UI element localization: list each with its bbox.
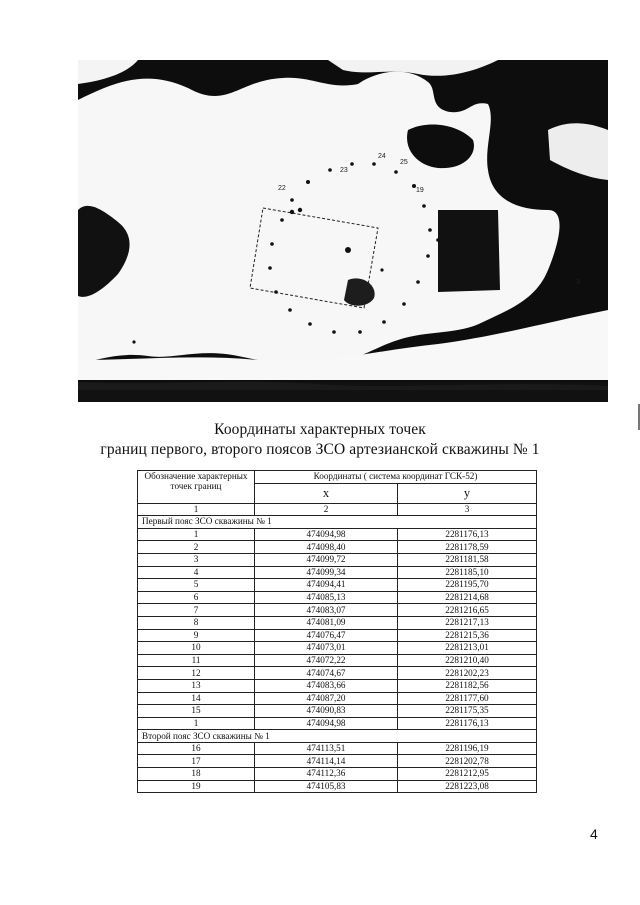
x-cell: 474099,72 xyxy=(255,553,398,566)
header-col-number: 1 xyxy=(138,503,255,516)
table-row xyxy=(138,667,537,680)
x-cell: 474085,13 xyxy=(255,591,398,604)
point-cell: 19 xyxy=(138,780,255,793)
y-cell: 2281182,56 xyxy=(398,679,537,692)
point-cell: 1 xyxy=(138,717,255,730)
table-title-line-2: границ первого, второго поясов ЗСО артезианской скважины № 1 xyxy=(100,441,540,458)
point-cell: 13 xyxy=(138,679,255,692)
table-row xyxy=(138,780,537,793)
x-cell: 474090,83 xyxy=(255,705,398,718)
section-title: Второй пояс ЗСО скважины № 1 xyxy=(138,730,537,743)
header-coordinates: Координаты ( система координат ГСК-52) xyxy=(255,471,537,484)
table-row xyxy=(138,541,537,554)
point-cell: 15 xyxy=(138,705,255,718)
map-label: 19 xyxy=(416,187,424,194)
x-cell: 474081,09 xyxy=(255,616,398,629)
point-cell: 11 xyxy=(138,654,255,667)
point-cell: 9 xyxy=(138,629,255,642)
table-row xyxy=(138,579,537,592)
y-cell: 2281214,68 xyxy=(398,591,537,604)
y-cell: 2281202,78 xyxy=(398,755,537,768)
table-row xyxy=(138,755,537,768)
table-row xyxy=(138,679,537,692)
table-row xyxy=(138,591,537,604)
x-cell: 474094,41 xyxy=(255,579,398,592)
x-cell: 474087,20 xyxy=(255,692,398,705)
x-cell: 474099,34 xyxy=(255,566,398,579)
x-cell: 474094,98 xyxy=(255,528,398,541)
x-cell: 474074,67 xyxy=(255,667,398,680)
map-label: 24 xyxy=(378,153,386,160)
table-row xyxy=(138,629,537,642)
header-y: y xyxy=(398,483,537,503)
map-label: 25 xyxy=(400,159,408,166)
point-cell: 5 xyxy=(138,579,255,592)
y-cell: 2281177,60 xyxy=(398,692,537,705)
y-cell: 2281181,58 xyxy=(398,553,537,566)
point-cell: 17 xyxy=(138,755,255,768)
point-cell: 12 xyxy=(138,667,255,680)
point-cell: 2 xyxy=(138,541,255,554)
y-cell: 2281215,36 xyxy=(398,629,537,642)
site-scheme-map xyxy=(78,60,608,402)
point-cell: 10 xyxy=(138,642,255,655)
point-cell: 14 xyxy=(138,692,255,705)
x-cell: 474105,83 xyxy=(255,780,398,793)
point-cell: 6 xyxy=(138,591,255,604)
x-cell: 474072,22 xyxy=(255,654,398,667)
table-row xyxy=(138,654,537,667)
y-cell: 2281212,95 xyxy=(398,768,537,781)
section-row xyxy=(138,730,537,743)
y-cell: 2281175,35 xyxy=(398,705,537,718)
y-cell: 2281195,70 xyxy=(398,579,537,592)
y-cell: 2281210,40 xyxy=(398,654,537,667)
table-row xyxy=(138,642,537,655)
y-cell: 2281217,13 xyxy=(398,616,537,629)
table-title-line-1: Координаты характерных точек xyxy=(214,421,426,438)
x-cell: 474098,40 xyxy=(255,541,398,554)
x-cell: 474113,51 xyxy=(255,742,398,755)
x-cell: 474073,01 xyxy=(255,642,398,655)
table-row xyxy=(138,705,537,718)
point-cell: 16 xyxy=(138,742,255,755)
y-cell: 2281216,65 xyxy=(398,604,537,617)
y-cell: 2281223,08 xyxy=(398,780,537,793)
header-x: x xyxy=(255,483,398,503)
table-row xyxy=(138,528,537,541)
point-cell: 4 xyxy=(138,566,255,579)
y-cell: 2281185,10 xyxy=(398,566,537,579)
y-cell: 2281178,59 xyxy=(398,541,537,554)
y-cell: 2281213,01 xyxy=(398,642,537,655)
y-cell: 2281176,13 xyxy=(398,717,537,730)
x-cell: 474083,07 xyxy=(255,604,398,617)
y-cell: 2281202,23 xyxy=(398,667,537,680)
table-row xyxy=(138,553,537,566)
table-row xyxy=(138,566,537,579)
table-row xyxy=(138,692,537,705)
x-cell: 474114,14 xyxy=(255,755,398,768)
header-designation: Обозначение характерных точек границ xyxy=(138,471,255,504)
x-cell: 474083,66 xyxy=(255,679,398,692)
header-col-number: 2 xyxy=(255,503,398,516)
table-row xyxy=(138,717,537,730)
y-cell: 2281176,13 xyxy=(398,528,537,541)
table-row xyxy=(138,604,537,617)
page-number: 4 xyxy=(590,826,598,842)
point-cell: 1 xyxy=(138,528,255,541)
table-row xyxy=(138,742,537,755)
map-label: 22 xyxy=(278,185,286,192)
y-cell: 2281196,19 xyxy=(398,742,537,755)
x-cell: 474076,47 xyxy=(255,629,398,642)
point-cell: 8 xyxy=(138,616,255,629)
map-label: 23 xyxy=(340,167,348,174)
header-col-number: 3 xyxy=(398,503,537,516)
section-row xyxy=(138,516,537,529)
table-row xyxy=(138,616,537,629)
point-cell: 3 xyxy=(138,553,255,566)
table-body xyxy=(138,516,537,793)
point-cell: 18 xyxy=(138,768,255,781)
x-cell: 474094,98 xyxy=(255,717,398,730)
point-cell: 7 xyxy=(138,604,255,617)
table-row xyxy=(138,768,537,781)
coordinates-table xyxy=(137,470,537,793)
x-cell: 474112,36 xyxy=(255,768,398,781)
section-title: Первый пояс ЗСО скважины № 1 xyxy=(138,516,537,529)
map-label: 3 xyxy=(576,279,580,286)
